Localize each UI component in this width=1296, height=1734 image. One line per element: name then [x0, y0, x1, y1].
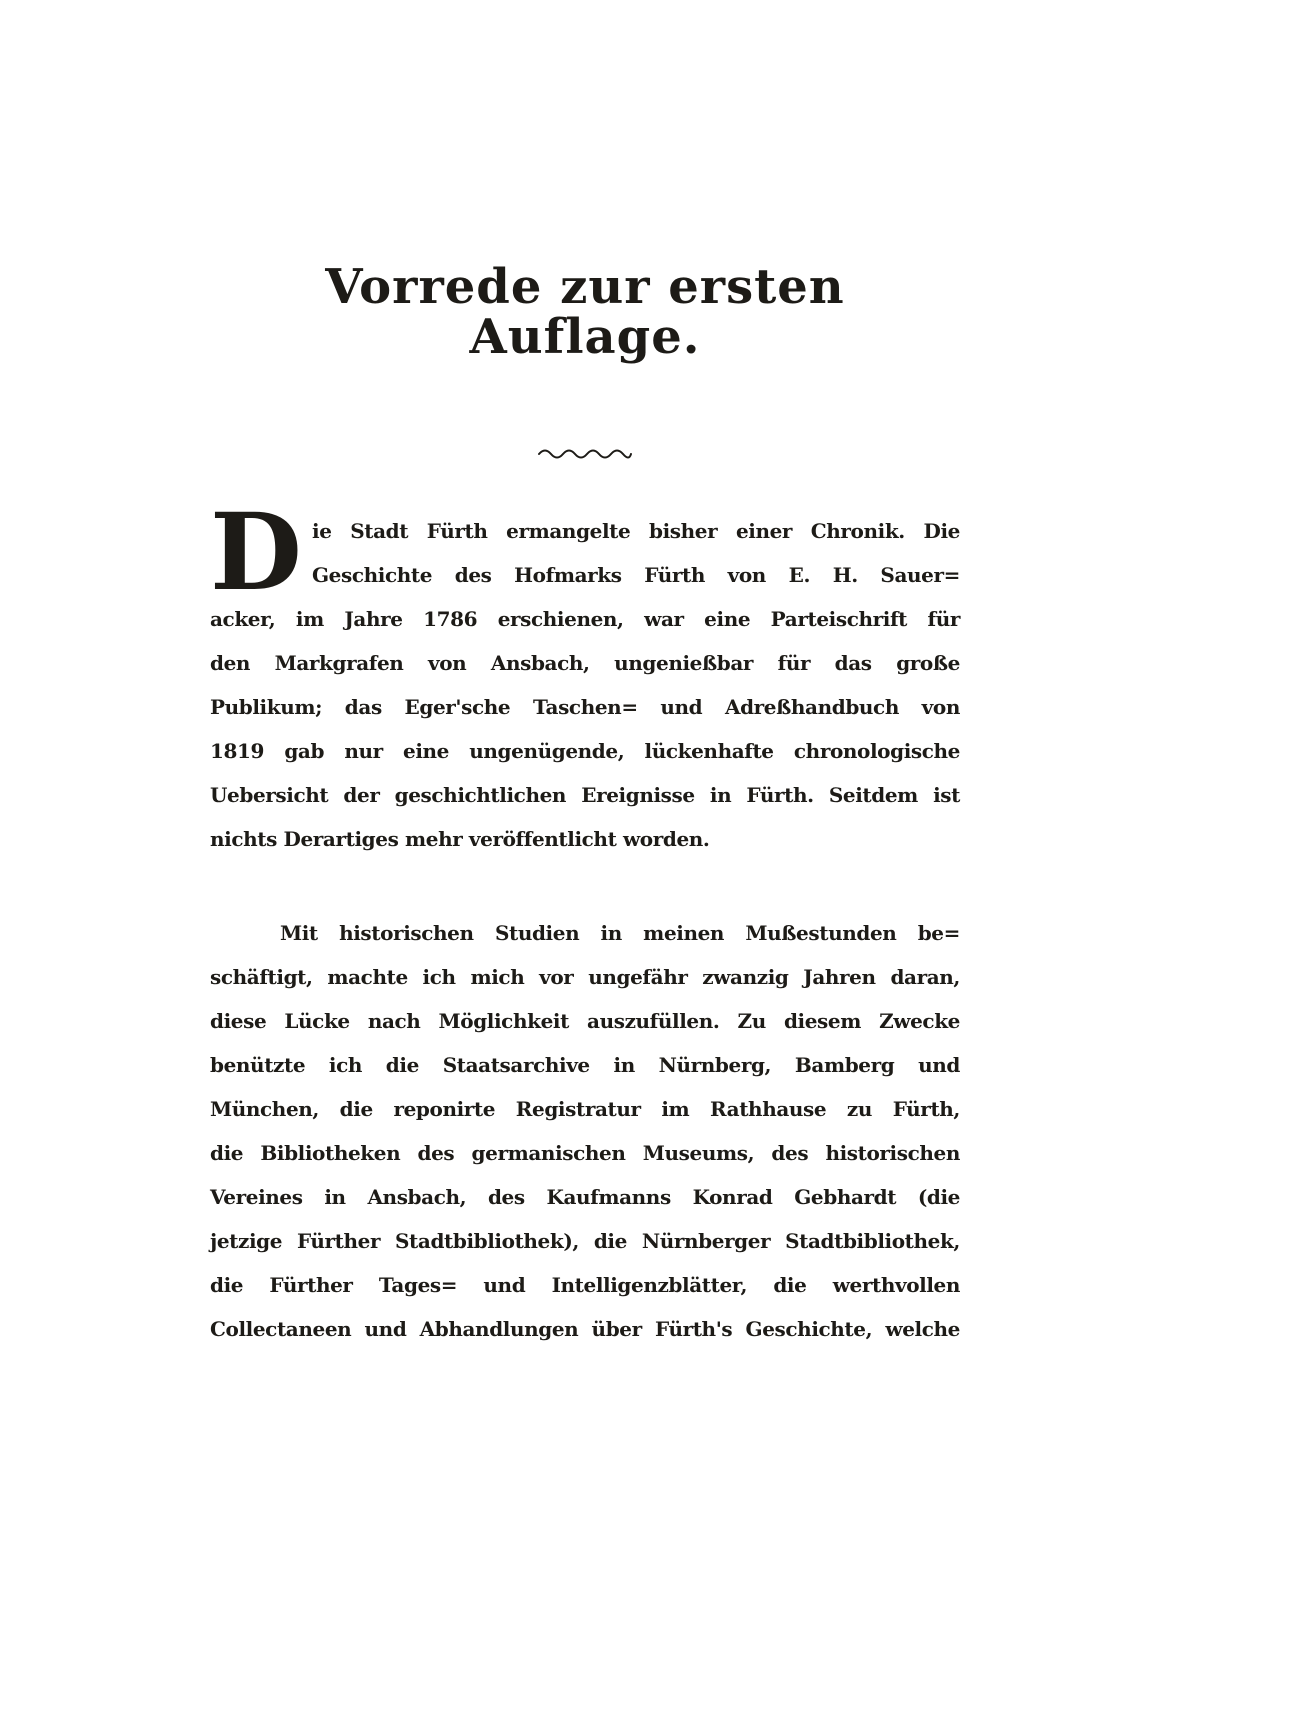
page-title: Vorrede zur ersten Auflage. [325, 259, 845, 366]
squiggle-icon [537, 446, 633, 460]
text-line: acker, im Jahre 1786 erschienen, war eine Parteischrift für [210, 606, 960, 631]
text-line: den Markgrafen von Ansbach, ungenießbar für das große [210, 650, 960, 675]
text-line: 1819 gab nur eine ungenügende, lückenhafte chronologische [210, 738, 960, 763]
text-block [210, 488, 960, 1351]
text-line: nichts Derartiges mehr veröffentlicht worden. [210, 826, 710, 851]
text-line: benützte ich die Staatsarchive in Nürnberg, Bamberg und [210, 1052, 960, 1077]
text-line: die Bibliotheken des germanischen Museums, des historischen [210, 1140, 960, 1165]
drop-cap-initial: D [210, 488, 302, 614]
text-line: schäftigt, machte ich mich vor ungefähr zwanzig Jahren daran, [210, 964, 960, 989]
text-line: Publikum; das Eger'sche Taschen= und Adreßhandbuch von [210, 694, 960, 719]
text-line: die Fürther Tages= und Intelligenzblätter, die werthvollen [210, 1272, 960, 1297]
text-line: Collectaneen und Abhandlungen über Fürth's Geschichte, welche [210, 1316, 960, 1341]
paragraph-1 [210, 488, 960, 861]
text-line: München, die reponirte Registratur im Rathhause zu Fürth, [210, 1096, 960, 1121]
paragraph-2 [210, 911, 960, 1351]
text-line: ie Stadt Fürth ermangelte bisher einer Chronik. Die [312, 518, 960, 543]
squiggle-divider [210, 443, 960, 459]
text-line: jetzige Fürther Stadtbibliothek), die Nürnberger Stadtbibliothek, [210, 1228, 960, 1253]
text-line: Geschichte des Hofmarks Fürth von E. H. Sauer= [312, 562, 960, 587]
text-line: Uebersicht der geschichtlichen Ereignisse in Fürth. Seitdem ist [210, 782, 960, 807]
text-line: Vereines in Ansbach, des Kaufmanns Konrad Gebhardt (die [210, 1184, 960, 1209]
text-line: diese Lücke nach Möglichkeit auszufüllen. Zu diesem Zwecke [210, 1008, 960, 1033]
page-content [210, 0, 960, 1351]
text-line: Mit historischen Studien in meinen Mußestunden be= [280, 920, 960, 945]
